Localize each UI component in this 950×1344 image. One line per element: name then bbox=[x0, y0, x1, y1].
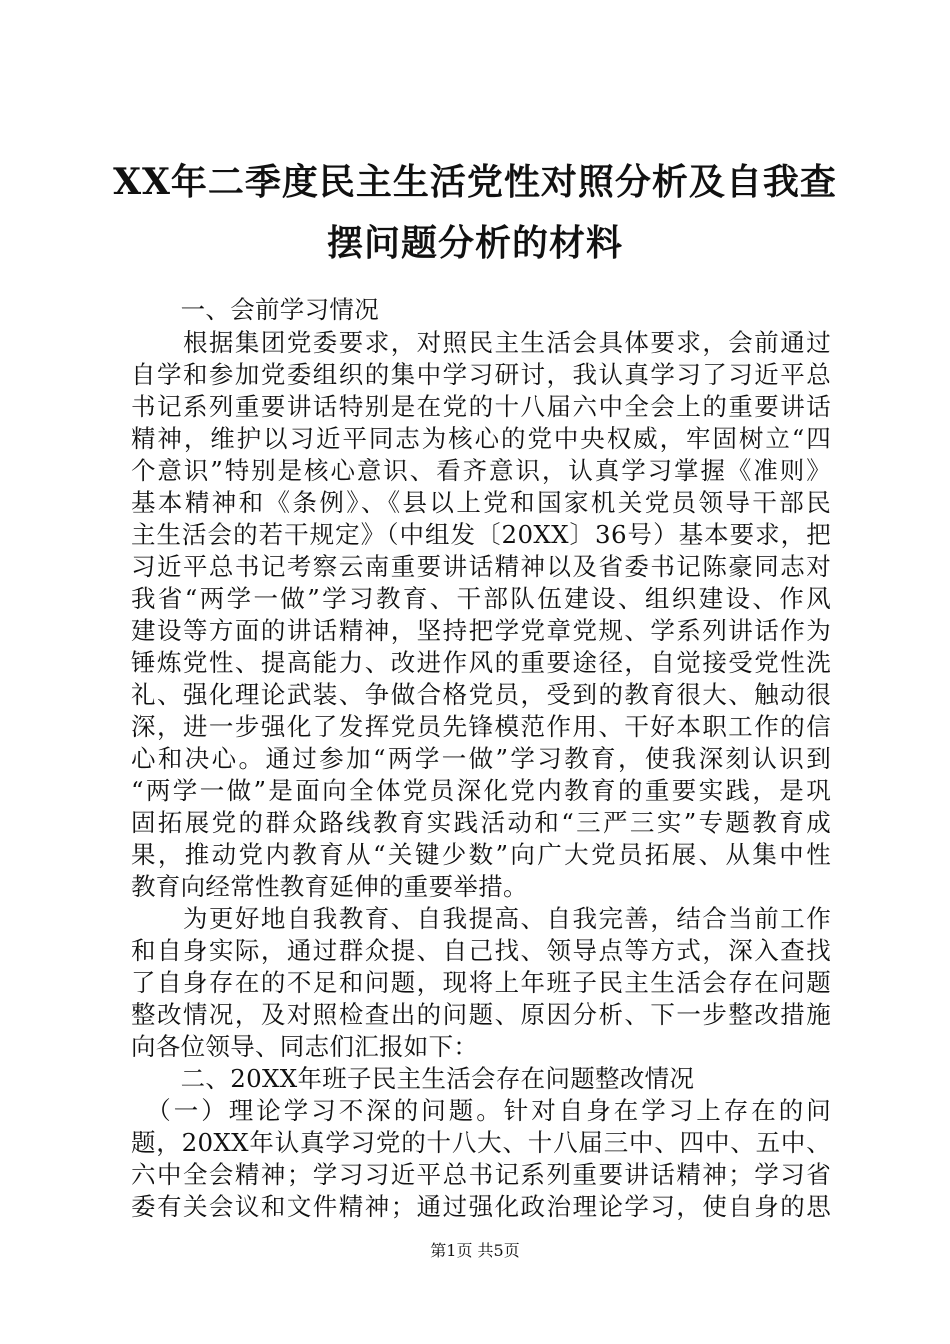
body-line: 基本精神和《条例》、《县以上党和国家机关党员领导干部民 bbox=[131, 488, 831, 517]
body-line: 教育向经常性教育延伸的重要举措。 bbox=[131, 872, 528, 901]
body-line: 深，进一步强化了发挥党员先锋模范作用、干好本职工作的信 bbox=[131, 712, 831, 741]
body-line: 建设等方面的讲话精神，坚持把学党章党规、学系列讲话作为 bbox=[131, 616, 831, 645]
body-line: 书记系列重要讲话特别是在党的十八届六中全会上的重要讲话 bbox=[131, 392, 831, 421]
document-title-line-1: XX年二季度民主生活党性对照分析及自我查 bbox=[113, 161, 837, 203]
body-line: 自学和参加党委组织的集中学习研讨，我认真学习了习近平总 bbox=[131, 360, 831, 389]
body-line: 个意识”特别是核心意识、看齐意识，认真学习掌握《准则》 bbox=[131, 456, 831, 485]
body-line: 委有关会议和文件精神；通过强化政治理论学习，使自身的思 bbox=[131, 1192, 831, 1221]
body-line: 精神，维护以习近平同志为核心的党中央权威，牢固树立“四 bbox=[131, 424, 831, 453]
body-line: 为更好地自我教育、自我提高、自我完善，结合当前工作 bbox=[131, 904, 831, 933]
body-line: 主生活会的若干规定》（中组发〔20XX〕36号）基本要求，把 bbox=[131, 520, 831, 549]
body-line: 我省“两学一做”学习教育、干部队伍建设、组织建设、作风 bbox=[131, 584, 831, 613]
section-heading-1: 一、会前学习情况 bbox=[131, 295, 379, 324]
document-title-line-2: 摆问题分析的材料 bbox=[326, 222, 623, 264]
body-line: “两学一做”是面向全体党员深化党内教育的重要实践，是巩 bbox=[131, 776, 831, 805]
body-line: 向各位领导、同志们汇报如下： bbox=[131, 1032, 479, 1061]
body-line: 习近平总书记考察云南重要讲话精神以及省委书记陈豪同志对 bbox=[131, 552, 831, 581]
body-line: 题，20XX年认真学习党的十八大、十八届三中、四中、五中、 bbox=[131, 1128, 831, 1157]
body-line: 果，推动党内教育从“关键少数”向广大党员拓展、从集中性 bbox=[131, 840, 831, 869]
body-line: 了自身存在的不足和问题，现将上年班子民主生活会存在问题 bbox=[131, 968, 831, 997]
body-line: 和自身实际，通过群众提、自己找、领导点等方式，深入查找 bbox=[131, 936, 831, 965]
body-line: （一）理论学习不深的问题。针对自身在学习上存在的问 bbox=[131, 1096, 831, 1125]
section-heading-2: 二、20XX年班子民主生活会存在问题整改情况 bbox=[131, 1064, 695, 1093]
body-line: 根据集团党委要求，对照民主生活会具体要求，会前通过 bbox=[131, 328, 831, 357]
body-line: 心和决心。通过参加“两学一做”学习教育，使我深刻认识到 bbox=[131, 744, 831, 773]
body-line: 六中全会精神；学习习近平总书记系列重要讲话精神；学习省 bbox=[131, 1160, 831, 1189]
body-line: 整改情况，及对照检查出的问题、原因分析、下一步整改措施 bbox=[131, 1000, 831, 1029]
body-line: 固拓展党的群众路线教育实践活动和“三严三实”专题教育成 bbox=[131, 808, 831, 837]
body-line: 锤炼党性、提高能力、改进作风的重要途径，自觉接受党性洗 bbox=[131, 648, 831, 677]
page-footer: 第1页 共5页 bbox=[430, 1241, 520, 1260]
body-line: 礼、强化理论武装、争做合格党员，受到的教育很大、触动很 bbox=[131, 680, 831, 709]
